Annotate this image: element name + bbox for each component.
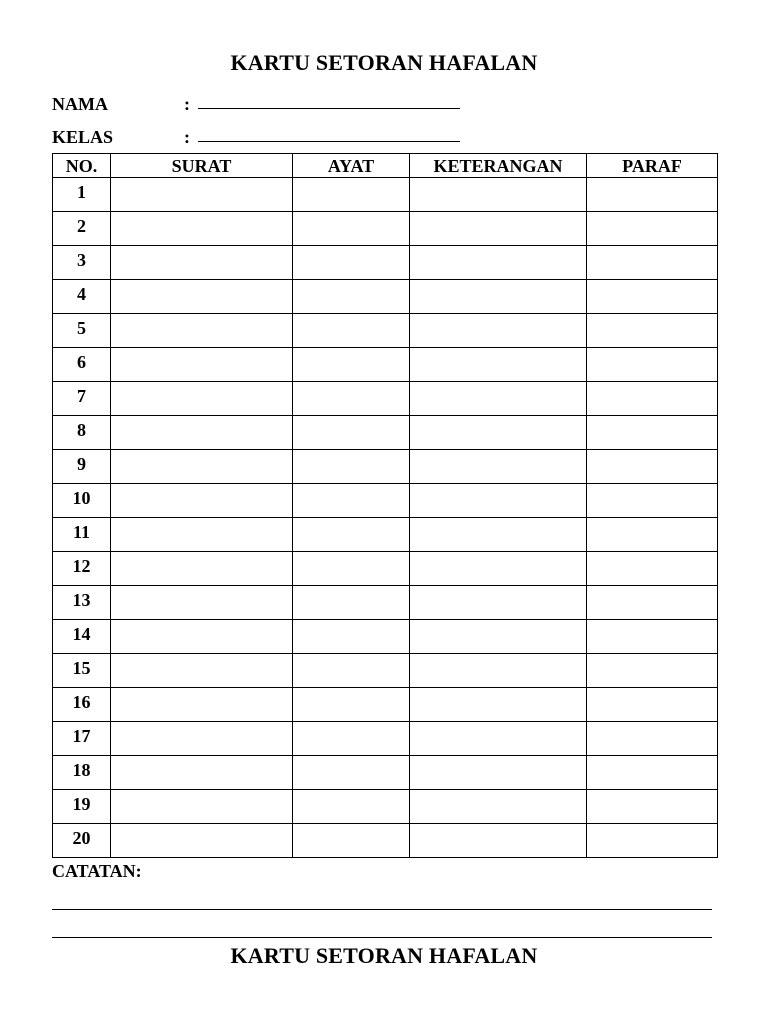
table-row <box>53 178 718 212</box>
cell-surat[interactable] <box>111 280 293 314</box>
cell-keterangan[interactable] <box>410 586 587 620</box>
cell-no: 8 <box>53 416 111 450</box>
cell-keterangan[interactable] <box>410 620 587 654</box>
cell-paraf[interactable] <box>587 620 718 654</box>
cell-surat[interactable] <box>111 178 293 212</box>
cell-paraf[interactable] <box>587 722 718 756</box>
cell-ayat[interactable] <box>293 484 410 518</box>
cell-surat[interactable] <box>111 824 293 858</box>
cell-surat[interactable] <box>111 416 293 450</box>
nama-input-line[interactable] <box>198 92 460 109</box>
cell-ayat[interactable] <box>293 722 410 756</box>
cell-paraf[interactable] <box>587 586 718 620</box>
cell-paraf[interactable] <box>587 756 718 790</box>
cell-paraf[interactable] <box>587 382 718 416</box>
cell-paraf[interactable] <box>587 280 718 314</box>
cell-no: 7 <box>53 382 111 416</box>
cell-no: 10 <box>53 484 111 518</box>
cell-ayat[interactable] <box>293 518 410 552</box>
notes-line[interactable] <box>52 937 712 938</box>
cell-paraf[interactable] <box>587 416 718 450</box>
table-row <box>53 314 718 348</box>
cell-surat[interactable] <box>111 348 293 382</box>
cell-ayat[interactable] <box>293 654 410 688</box>
table-row <box>53 620 718 654</box>
cell-paraf[interactable] <box>587 246 718 280</box>
cell-paraf[interactable] <box>587 824 718 858</box>
table-row <box>53 348 718 382</box>
cell-paraf[interactable] <box>587 450 718 484</box>
cell-ayat[interactable] <box>293 450 410 484</box>
cell-ayat[interactable] <box>293 382 410 416</box>
cell-keterangan[interactable] <box>410 484 587 518</box>
notes-label: CATATAN: <box>52 861 142 881</box>
cell-keterangan[interactable] <box>410 416 587 450</box>
cell-surat[interactable] <box>111 790 293 824</box>
cell-ayat[interactable] <box>293 178 410 212</box>
cell-keterangan[interactable] <box>410 654 587 688</box>
cell-no: 18 <box>53 756 111 790</box>
cell-keterangan[interactable] <box>410 688 587 722</box>
page-title: KARTU SETORAN HAFALAN <box>230 50 538 75</box>
cell-no: 12 <box>53 552 111 586</box>
cell-paraf[interactable] <box>587 178 718 212</box>
table-row <box>53 688 718 722</box>
nama-field <box>52 92 460 116</box>
cell-no: 2 <box>53 212 111 246</box>
cell-surat[interactable] <box>111 620 293 654</box>
cell-surat[interactable] <box>111 688 293 722</box>
cell-paraf[interactable] <box>587 688 718 722</box>
cell-keterangan[interactable] <box>410 348 587 382</box>
cell-surat[interactable] <box>111 212 293 246</box>
cell-keterangan[interactable] <box>410 790 587 824</box>
cell-no: 20 <box>53 824 111 858</box>
nama-label: NAMA <box>52 94 108 114</box>
cell-ayat[interactable] <box>293 620 410 654</box>
cell-ayat[interactable] <box>293 348 410 382</box>
cell-surat[interactable] <box>111 314 293 348</box>
table-row <box>53 824 718 858</box>
cell-surat[interactable] <box>111 382 293 416</box>
header-surat: SURAT <box>111 154 293 178</box>
cell-paraf[interactable] <box>587 790 718 824</box>
cell-no: 16 <box>53 688 111 722</box>
cell-no: 5 <box>53 314 111 348</box>
cell-surat[interactable] <box>111 246 293 280</box>
kelas-field <box>52 125 460 149</box>
cell-ayat[interactable] <box>293 756 410 790</box>
cell-no: 11 <box>53 518 111 552</box>
table-row <box>53 654 718 688</box>
notes-line[interactable] <box>52 909 712 910</box>
table-row <box>53 586 718 620</box>
table-row <box>53 552 718 586</box>
cell-no: 9 <box>53 450 111 484</box>
cell-ayat[interactable] <box>293 688 410 722</box>
cell-ayat[interactable] <box>293 552 410 586</box>
cell-keterangan[interactable] <box>410 722 587 756</box>
cell-no: 19 <box>53 790 111 824</box>
cell-ayat[interactable] <box>293 824 410 858</box>
kelas-input-line[interactable] <box>198 125 460 142</box>
cell-surat[interactable] <box>111 552 293 586</box>
cell-keterangan[interactable] <box>410 552 587 586</box>
cell-no: 17 <box>53 722 111 756</box>
cell-keterangan[interactable] <box>410 212 587 246</box>
cell-ayat[interactable] <box>293 416 410 450</box>
cell-keterangan[interactable] <box>410 518 587 552</box>
table-header-row <box>53 154 718 178</box>
cell-no: 13 <box>53 586 111 620</box>
table-body <box>53 178 718 858</box>
table-row <box>53 416 718 450</box>
cell-keterangan[interactable] <box>410 314 587 348</box>
cell-ayat[interactable] <box>293 280 410 314</box>
cell-no: 14 <box>53 620 111 654</box>
cell-paraf[interactable] <box>587 212 718 246</box>
cell-keterangan[interactable] <box>410 178 587 212</box>
table-row <box>53 382 718 416</box>
cell-paraf[interactable] <box>587 552 718 586</box>
kelas-colon: : <box>184 127 190 147</box>
nama-colon: : <box>184 94 190 114</box>
cell-ayat[interactable] <box>293 314 410 348</box>
cell-no: 6 <box>53 348 111 382</box>
cell-keterangan[interactable] <box>410 246 587 280</box>
table-row <box>53 756 718 790</box>
cell-ayat[interactable] <box>293 586 410 620</box>
cell-keterangan[interactable] <box>410 280 587 314</box>
cell-keterangan[interactable] <box>410 382 587 416</box>
header-paraf: PARAF <box>587 154 718 178</box>
cell-paraf[interactable] <box>587 314 718 348</box>
header-ayat: AYAT <box>293 154 410 178</box>
cell-surat[interactable] <box>111 722 293 756</box>
cell-ayat[interactable] <box>293 246 410 280</box>
cell-surat[interactable] <box>111 484 293 518</box>
cell-ayat[interactable] <box>293 212 410 246</box>
memorization-table <box>52 153 718 858</box>
cell-no: 15 <box>53 654 111 688</box>
table-row <box>53 722 718 756</box>
cell-surat[interactable] <box>111 586 293 620</box>
cell-keterangan[interactable] <box>410 756 587 790</box>
kelas-label: KELAS <box>52 127 114 147</box>
cell-keterangan[interactable] <box>410 450 587 484</box>
cell-surat[interactable] <box>111 518 293 552</box>
table-row <box>53 790 718 824</box>
cell-keterangan[interactable] <box>410 824 587 858</box>
cell-surat[interactable] <box>111 450 293 484</box>
cell-surat[interactable] <box>111 756 293 790</box>
header-keterangan: KETERANGAN <box>410 154 587 178</box>
cell-paraf[interactable] <box>587 484 718 518</box>
cell-no: 4 <box>53 280 111 314</box>
cell-ayat[interactable] <box>293 790 410 824</box>
table-row <box>53 212 718 246</box>
header-no: NO. <box>53 154 111 178</box>
table-row <box>53 450 718 484</box>
table-row <box>53 518 718 552</box>
cell-paraf[interactable] <box>587 518 718 552</box>
cell-surat[interactable] <box>111 654 293 688</box>
table-row <box>53 246 718 280</box>
cell-no: 1 <box>53 178 111 212</box>
cell-paraf[interactable] <box>587 654 718 688</box>
cell-no: 3 <box>53 246 111 280</box>
table-row <box>53 280 718 314</box>
cell-paraf[interactable] <box>587 348 718 382</box>
table-row <box>53 484 718 518</box>
footer-title: KARTU SETORAN HAFALAN <box>230 943 538 968</box>
